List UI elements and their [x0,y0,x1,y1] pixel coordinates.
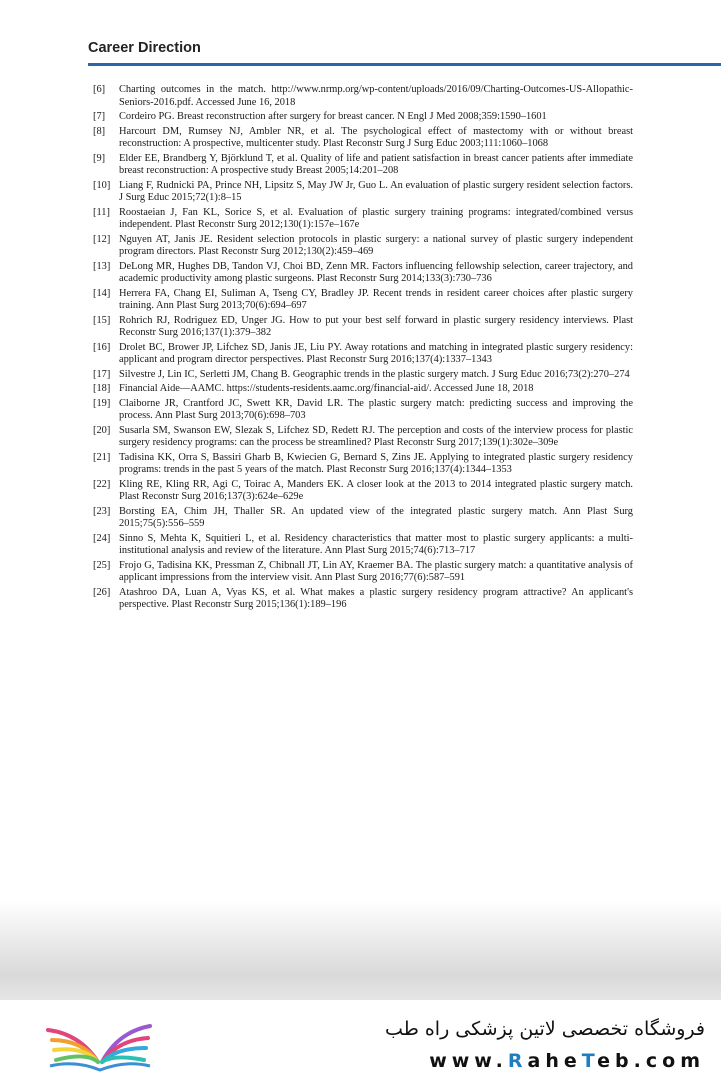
publisher-name-persian: فروشگاه تخصصی لاتین پزشکی راه طب [385,1018,705,1040]
reference-number: [16] [93,341,111,353]
reference-item [88,207,633,232]
reference-text: Frojo G, Tadisina KK, Pressman Z, Chibnall JT, Lin AY, Kraemer BA. The plastic surgery match: a quantitative analysis of applicant impressions from the interview visit. Ann Plast Surg 2016;77(6):587–591 [119,559,633,583]
reference-text: Drolet BC, Brower JP, Lifchez SD, Janis JE, Liu PY. Away rotations and matching in integrated plastic surgery residency: applicant and program director perspectives. Plast Reconstr Surg 2016;137(4):1337–1343 [119,341,633,365]
reference-number: [21] [93,451,111,463]
reference-number: [26] [93,586,111,598]
reference-number: [10] [93,179,111,191]
reference-number: [8] [93,125,106,137]
url-prefix: www. [429,1050,508,1072]
reference-number: [22] [93,478,111,490]
reference-number: [11] [93,206,110,218]
reference-number: [25] [93,559,111,571]
reference-item [88,153,633,178]
reference-number: [17] [93,368,111,380]
page-shadow [0,900,721,1000]
url-letter-r: R [507,1050,528,1072]
reference-item [88,369,633,382]
reference-text: Rohrich RJ, Rodriguez ED, Unger JG. How to put your best self forward in plastic surgery residency interviews. Plast Reconstr Surg 2016;137(1):379–382 [119,314,633,338]
reference-item [88,383,633,396]
reference-text: DeLong MR, Hughes DB, Tandon VJ, Choi BD, Zenn MR. Factors influencing fellowship selection, career trajectory, and academic productivity among plastic surgeons. Plast Reconstr Surg 2014;133(3):730–736 [119,260,633,284]
reference-number: [12] [93,233,111,245]
reference-item [88,234,633,259]
reference-number: [19] [93,397,111,409]
reference-item [88,288,633,313]
reference-item [88,126,633,151]
reference-text: Herrera FA, Chang EI, Suliman A, Tseng CY, Bradley JP. Recent trends in resident career choices after plastic surgery training. Ann Plast Surg 2013;70(6):694–697 [119,287,633,311]
reference-text: Harcourt DM, Rumsey NJ, Ambler NR, et al. The psychological effect of mastectomy with or without breast reconstruction: A prospective, multicenter study. Plast Reconstr Surg J Surg Educ 2003;111:1060–1068 [119,125,633,149]
reference-text: Atashroo DA, Luan A, Vyas KS, et al. What makes a plastic surgery residency program attractive? An applicant's perspective. Plast Reconstr Surg 2015;136(1):189–196 [119,586,633,610]
reference-item [88,111,633,124]
reference-number: [24] [93,532,111,544]
reference-item [88,398,633,423]
reference-number: [9] [93,152,106,164]
reference-item [88,315,633,340]
reference-number: [14] [93,287,111,299]
reference-text: Kling RE, Kling RR, Agi C, Toirac A, Manders EK. A closer look at the 2013 to 2014 integrated plastic surgery match. Plast Reconstr Surg 2016;137(3):624e–629e [119,478,633,502]
reference-text: Borsting EA, Chim JH, Thaller SR. An updated view of the integrated plastic surgery match. Ann Plast Surg 2015;75(5):556–559 [119,505,633,529]
reference-item [88,180,633,205]
reference-item [88,506,633,531]
reference-item [88,479,633,504]
reference-text: Sinno S, Mehta K, Squitieri L, et al. Residency characteristics that matter most to plastic surgery applicants: a multi-institutional analysis and review of the literature. Ann Plast Surg 2015;74(6):713–717 [119,532,633,556]
reference-item [88,533,633,558]
reference-text: Cordeiro PG. Breast reconstruction after surgery for breast cancer. N Engl J Med 2008;359:1590–1601 [119,111,547,122]
reference-text: Elder EE, Brandberg Y, Björklund T, et al. Quality of life and patient satisfaction in breast cancer patients after immediate breast reconstruction: A prospective study Breast 2005;14:201–208 [119,152,633,176]
reference-number: [20] [93,424,111,436]
reference-text: Silvestre J, Lin IC, Serletti JM, Chang B. Geographic trends in the plastic surgery match. J Surg Educ 2016;73(2):270–274 [119,368,630,380]
reference-item [88,84,633,109]
url-mid: ahe [527,1050,582,1072]
reference-item [88,587,633,612]
reference-item [88,342,633,367]
reference-text: Tadisina KK, Orra S, Bassiri Gharb B, Kwiecien G, Bernard S, Zins JE. Applying to integrated plastic surgery residency programs: trends in the past 5 years of the match. Plast Reconstr Surg 2016;137(4):1344–1353 [119,451,633,475]
reference-number: [23] [93,505,111,517]
reference-item [88,452,633,477]
header-rule [88,63,721,66]
reference-text: Claiborne JR, Crantford JC, Swett KR, David LR. The plastic surgery match: predicting success and improving the process. Ann Plast Surg 2013;70(6):698–703 [119,397,633,421]
reference-item [88,261,633,286]
reference-text: Susarla SM, Swanson EW, Slezak S, Lifchez SD, Redett RJ. The perception and costs of the interview process for plastic surgery residency programs: can the process be streamlined? Plast Reconstr Surg 2017;139(1):302e–309e [119,424,633,448]
reference-text: Liang F, Rudnicki PA, Prince NH, Lipsitz S, May JW Jr, Guo L. An evaluation of plastic surgery resident selection factors. J Surg Educ 2015;72(1):8–15 [119,179,633,203]
reference-number: [18] [93,383,111,394]
publisher-footer [0,1000,721,1080]
open-book-logo-icon [40,1014,160,1076]
reference-item [88,425,633,450]
reference-text: Nguyen AT, Janis JE. Resident selection protocols in plastic surgery: a national survey of plastic surgery independent program directors. Plast Reconstr Surg 2012;130(2):459–469 [119,233,633,257]
url-letter-t: T [581,1050,598,1072]
reference-list [88,84,633,614]
reference-text: Roostaeian J, Fan KL, Sorice S, et al. Evaluation of plastic surgery training programs: integrated/combined versus independent. Plast Reconstr Surg 2012;130(1):157e–167e [119,206,633,230]
running-header-title: Career Direction [88,40,201,56]
reference-number: [6] [93,84,106,95]
reference-text: Charting outcomes in the match. http://www.nrmp.org/wp-content/uploads/2016/09/Charting-Outcomes-US-Allopathic-Seniors-2016.pdf. Accessed June 16, 2018 [119,84,633,108]
reference-number: [15] [93,314,111,326]
publisher-url[interactable] [429,1050,705,1072]
reference-number: [7] [93,111,106,122]
url-end: eb.com [597,1050,705,1072]
reference-number: [13] [93,260,111,272]
reference-text: Financial Aide—AAMC. https://students-residents.aamc.org/financial-aid/. Accessed June 18, 2018 [119,383,534,394]
reference-item [88,560,633,585]
